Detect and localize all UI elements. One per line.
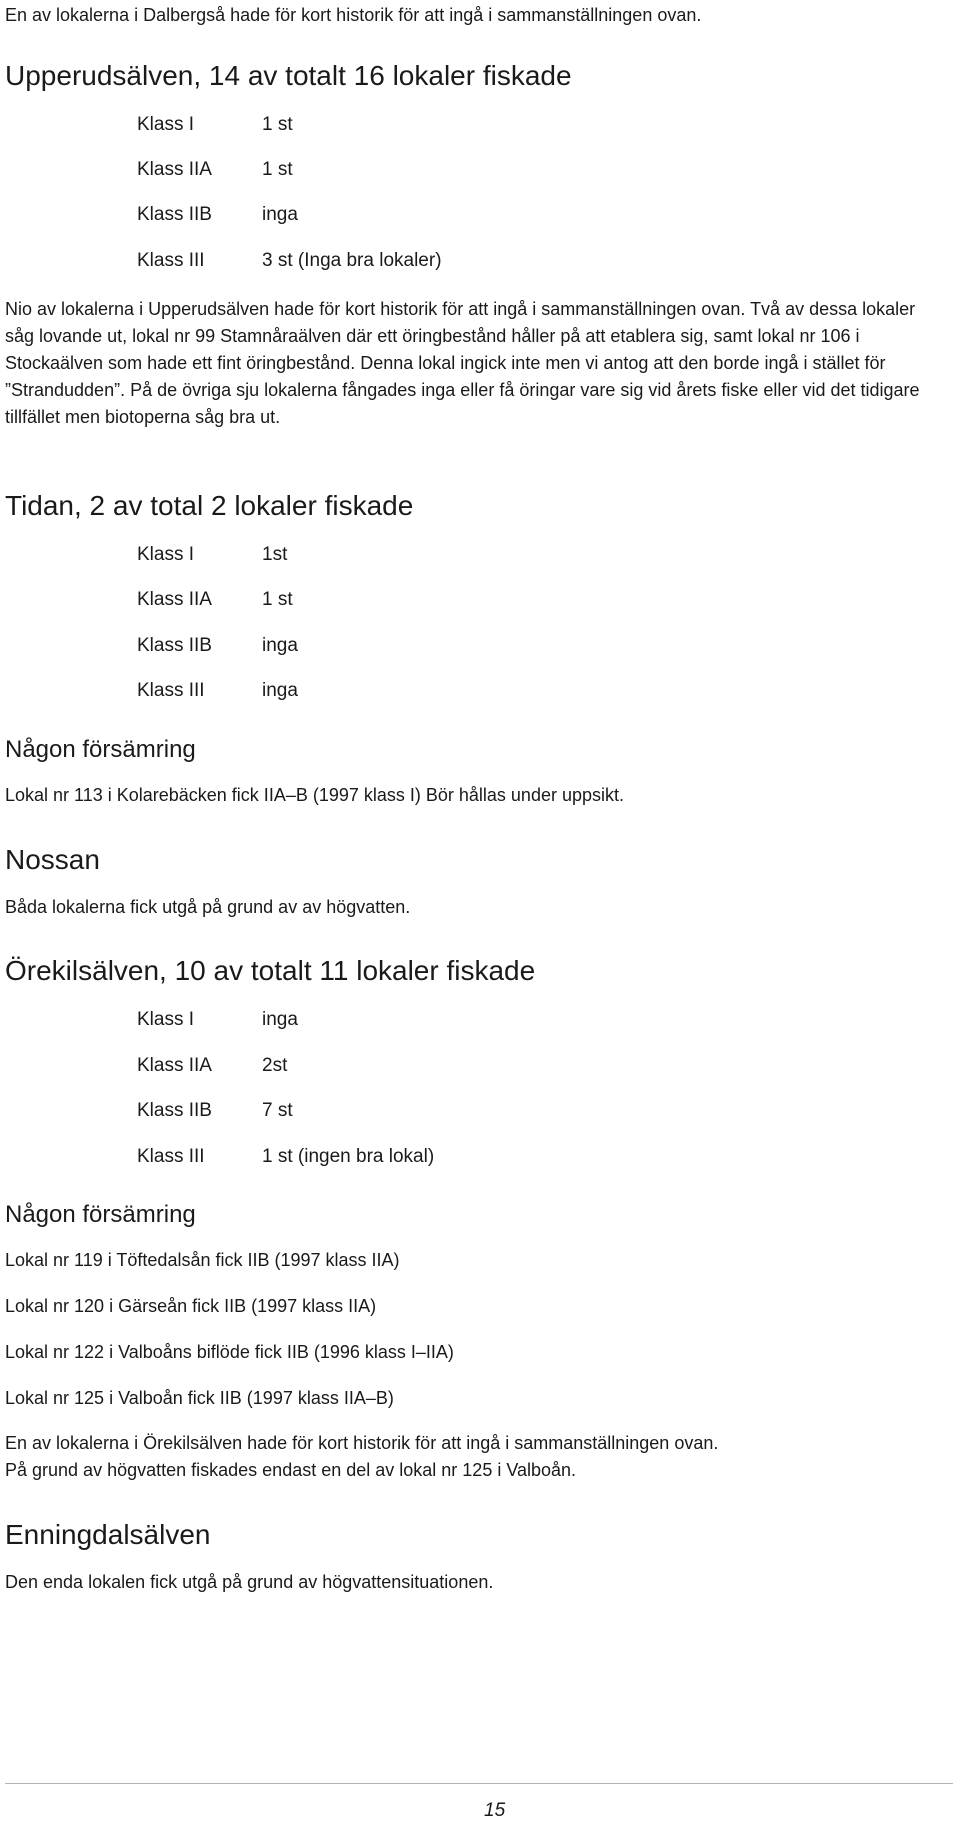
orekilsalven-closing-1: En av lokalerna i Örekilsälven hade för kort historik för att ingå i sammanställningen ovan. — [5, 1433, 719, 1453]
class-count: 1st — [262, 544, 288, 565]
class-count: 1 st — [262, 114, 293, 135]
class-label: Klass IIA — [137, 159, 212, 180]
nossan-text: Båda lokalerna fick utgå på grund av av högvatten. — [5, 897, 411, 917]
section-heading-enningdalsalven: Enningdalsälven — [5, 1519, 211, 1550]
class-label: Klass III — [137, 1146, 205, 1167]
section-heading-upperudsalven: Upperudsälven, 14 av totalt 16 lokaler fiskade — [5, 60, 572, 91]
class-label: Klass IIB — [137, 635, 212, 656]
class-label: Klass III — [137, 680, 205, 701]
orekilsalven-closing-2: På grund av högvatten fiskades endast en del av lokal nr 125 i Valboån. — [5, 1460, 577, 1480]
section-heading-orekilsalven: Örekilsälven, 10 av totalt 11 lokaler fiskade — [5, 955, 536, 986]
upperudsalven-paragraph: Nio av lokalerna i Upperudsälven hade för kort historik för att ingå i sammanställningen ovan. Två av dessa lokaler såg lovande ut, lokal nr 99 Stamnåraälven där ett öringbestånd håller på att etablera sig, samt lokal nr 106 i Stockaälven som hade ett fint öringbestånd. Denna lokal ingick inte men vi antog att den borde ingå i stället för ”Strandudden”. På de övriga sju lokalerna fångades inga eller få öringar vare sig vid årets fiske eller vid det tidigare tillfället men biotoperna såg bra ut. — [5, 299, 920, 427]
class-label: Klass I — [137, 114, 195, 135]
list-item: Lokal nr 125 i Valboån fick IIB (1997 klass IIA–B) — [5, 1388, 394, 1408]
intro-text: En av lokalerna i Dalbergså hade för kort historik för att ingå i sammanställningen ovan. — [5, 5, 702, 25]
class-count: inga — [262, 1009, 298, 1030]
class-count: inga — [262, 204, 298, 225]
section-heading-tidan: Tidan, 2 av total 2 lokaler fiskade — [5, 490, 414, 521]
footer-divider — [5, 1783, 953, 1784]
class-count: 1 st (ingen bra lokal) — [262, 1146, 435, 1167]
list-item: Lokal nr 119 i Töftedalsån fick IIB (1997 klass IIA) — [5, 1250, 400, 1270]
sub-heading-orekilsalven: Någon försämring — [5, 1201, 196, 1228]
section-heading-nossan: Nossan — [5, 844, 100, 875]
class-label: Klass IIA — [137, 589, 212, 610]
class-count: 1 st — [262, 159, 293, 180]
class-label: Klass IIB — [137, 204, 212, 225]
class-count: 7 st — [262, 1100, 293, 1121]
class-label: Klass I — [137, 544, 195, 565]
class-count: inga — [262, 635, 298, 656]
class-count: inga — [262, 680, 298, 701]
class-label: Klass IIA — [137, 1055, 212, 1076]
sub-heading-tidan: Någon försämring — [5, 736, 196, 763]
class-label: Klass I — [137, 1009, 195, 1030]
list-item: Lokal nr 120 i Gärseån fick IIB (1997 klass IIA) — [5, 1296, 377, 1316]
class-label: Klass III — [137, 250, 205, 271]
class-label: Klass IIB — [137, 1100, 212, 1121]
class-count: 1 st — [262, 589, 293, 610]
class-count: 2st — [262, 1055, 288, 1076]
enningdalsalven-text: Den enda lokalen fick utgå på grund av högvattensituationen. — [5, 1572, 494, 1592]
tidan-note: Lokal nr 113 i Kolarebäcken fick IIA–B (1997 klass I) Bör hållas under uppsikt. — [5, 785, 624, 805]
list-item: Lokal nr 122 i Valboåns biflöde fick IIB (1996 klass I–IIA) — [5, 1342, 454, 1362]
page-number: 15 — [484, 1800, 506, 1821]
class-count: 3 st (Inga bra lokaler) — [262, 250, 442, 271]
